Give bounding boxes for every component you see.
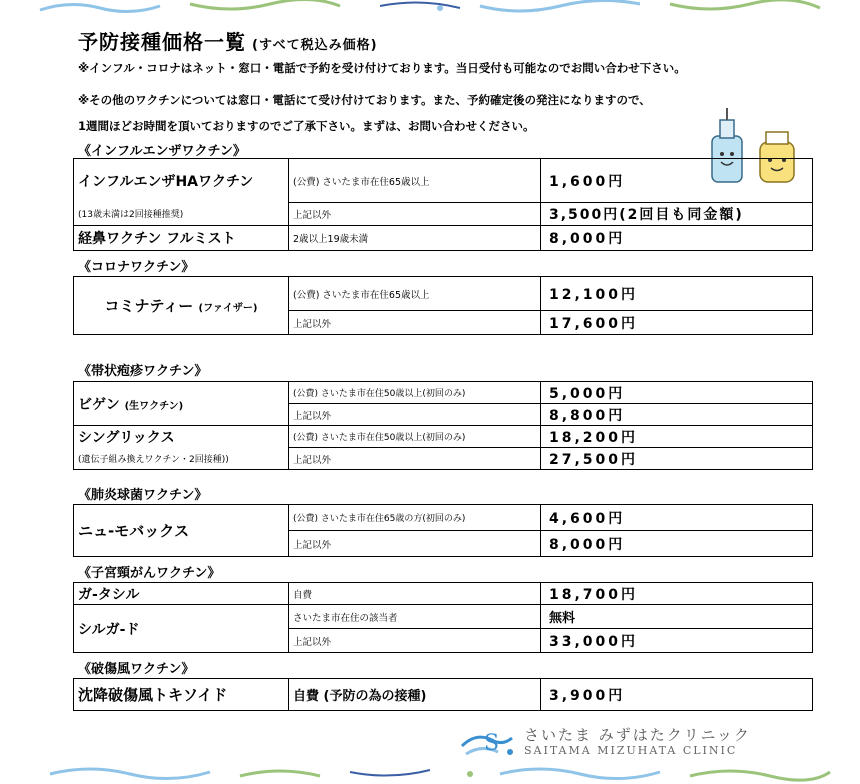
note-reservation: ※インフル・コロナはネット・窓口・電話で予約を受け付けております。当日受付も可能なのでお問い合わせ下さい。 — [78, 61, 686, 75]
page-title: 予防接種価格一覧 (すべて税込み価格) — [78, 30, 378, 54]
condition-cell: 自費 — [289, 583, 541, 605]
price-cell: 4,600円 — [541, 505, 813, 531]
clinic-name-jp: さいたま みずはたクリニック — [524, 726, 751, 744]
condition-cell: (公費) さいたま市在住65歳以上 — [289, 159, 541, 203]
pneumococcal-price-table — [73, 504, 813, 557]
price-cell: 8,800円 — [541, 404, 813, 426]
vaccine-name: ニュ-モバックス — [74, 505, 289, 557]
clinic-name-en: SAITAMA MIZUHATA CLINIC — [524, 744, 738, 757]
table-row — [74, 679, 813, 711]
condition-cell: 上記以外 — [289, 531, 541, 557]
vaccine-note: (13歳未満は2回接種推奨) — [74, 203, 289, 226]
cervical-price-table — [73, 582, 813, 653]
price-cell: 8,000円 — [541, 531, 813, 557]
clinic-logo — [458, 724, 818, 764]
condition-cell: (公費) さいたま市在住50歳以上(初回のみ) — [289, 426, 541, 448]
top-decoration — [0, 0, 860, 24]
condition-cell: 上記以外 — [289, 203, 541, 226]
vaccine-maker: (ファイザー) — [198, 303, 258, 314]
price-cell: 18,700円 — [541, 583, 813, 605]
bottom-decoration — [0, 760, 860, 784]
table-row — [74, 505, 813, 531]
vaccine-name: インフルエンザHAワクチン — [74, 159, 289, 203]
condition-cell: 自費 (予防の為の接種) — [289, 679, 541, 711]
vaccine-name: ビゲン — [78, 396, 120, 413]
vaccine-name: シングリックス — [74, 426, 289, 448]
price-cell: 1,600円 — [541, 159, 813, 203]
price-cell: 33,000円 — [541, 629, 813, 653]
price-cell: 3,500円(2回目も同金額) — [541, 203, 813, 226]
condition-cell: 2歳以上19歳未満 — [289, 226, 541, 251]
table-row — [74, 605, 813, 629]
section-heading-cervical: 《子宮頸がんワクチン》 — [78, 566, 221, 581]
svg-text:S: S — [484, 731, 500, 756]
condition-cell: 上記以外 — [289, 311, 541, 335]
vaccine-name: 沈降破傷風トキソイド — [74, 679, 289, 711]
condition-cell: (公費) さいたま市在住65歳の方(初回のみ) — [289, 505, 541, 531]
vaccine-note: (遺伝子組み換えワクチン・2回接種)) — [74, 448, 289, 470]
vaccine-name: コミナティー — [104, 297, 194, 315]
corona-price-table — [73, 276, 813, 335]
vaccine-type: (生ワクチン) — [124, 400, 184, 412]
influenza-price-table — [73, 158, 813, 251]
vaccine-name: 経鼻ワクチン フルミスト — [74, 226, 289, 251]
note-other-vaccines-2: 1週間ほどお時間を頂いておりますのでご了承下さい。まずは、お問い合わせください。 — [78, 119, 535, 133]
section-heading-corona: 《コロナワクチン》 — [78, 260, 195, 275]
condition-cell: 上記以外 — [289, 404, 541, 426]
shingles-price-table — [73, 381, 813, 470]
condition-cell: (公費) さいたま市在住65歳以上 — [289, 277, 541, 311]
table-row — [74, 277, 813, 311]
price-cell: 3,900円 — [541, 679, 813, 711]
section-heading-tetanus: 《破傷風ワクチン》 — [78, 662, 195, 677]
price-cell: 5,000円 — [541, 382, 813, 404]
section-heading-influenza: 《インフルエンザワクチン》 — [78, 144, 246, 159]
condition-cell: (公費) さいたま市在住50歳以上(初回のみ) — [289, 382, 541, 404]
vaccine-name: ガ-タシル — [74, 583, 289, 605]
section-heading-shingles: 《帯状疱疹ワクチン》 — [78, 364, 208, 379]
vaccine-name-cell — [74, 382, 289, 426]
clinic-logo-icon — [458, 726, 516, 762]
condition-cell: 上記以外 — [289, 629, 541, 653]
table-row — [74, 583, 813, 605]
table-row — [74, 203, 813, 226]
vaccine-name: シルガ-ド — [74, 605, 289, 653]
price-cell: 18,200円 — [541, 426, 813, 448]
page-title-subtitle: (すべて税込み価格) — [252, 38, 378, 53]
vaccine-name-cell — [74, 277, 289, 335]
price-cell: 無料 — [541, 605, 813, 629]
condition-cell: さいたま市在住の該当者 — [289, 605, 541, 629]
table-row — [74, 448, 813, 470]
table-row — [74, 382, 813, 404]
tetanus-price-table — [73, 678, 813, 711]
price-cell: 27,500円 — [541, 448, 813, 470]
table-row — [74, 226, 813, 251]
price-cell: 17,600円 — [541, 311, 813, 335]
table-row — [74, 426, 813, 448]
condition-cell: 上記以外 — [289, 448, 541, 470]
price-cell: 8,000円 — [541, 226, 813, 251]
table-row — [74, 159, 813, 203]
price-cell: 12,100円 — [541, 277, 813, 311]
section-heading-pneumococcal: 《肺炎球菌ワクチン》 — [78, 488, 208, 503]
note-other-vaccines-1: ※その他のワクチンについては窓口・電話にて受け付けております。また、予約確定後の発注になりますので、 — [78, 93, 651, 107]
